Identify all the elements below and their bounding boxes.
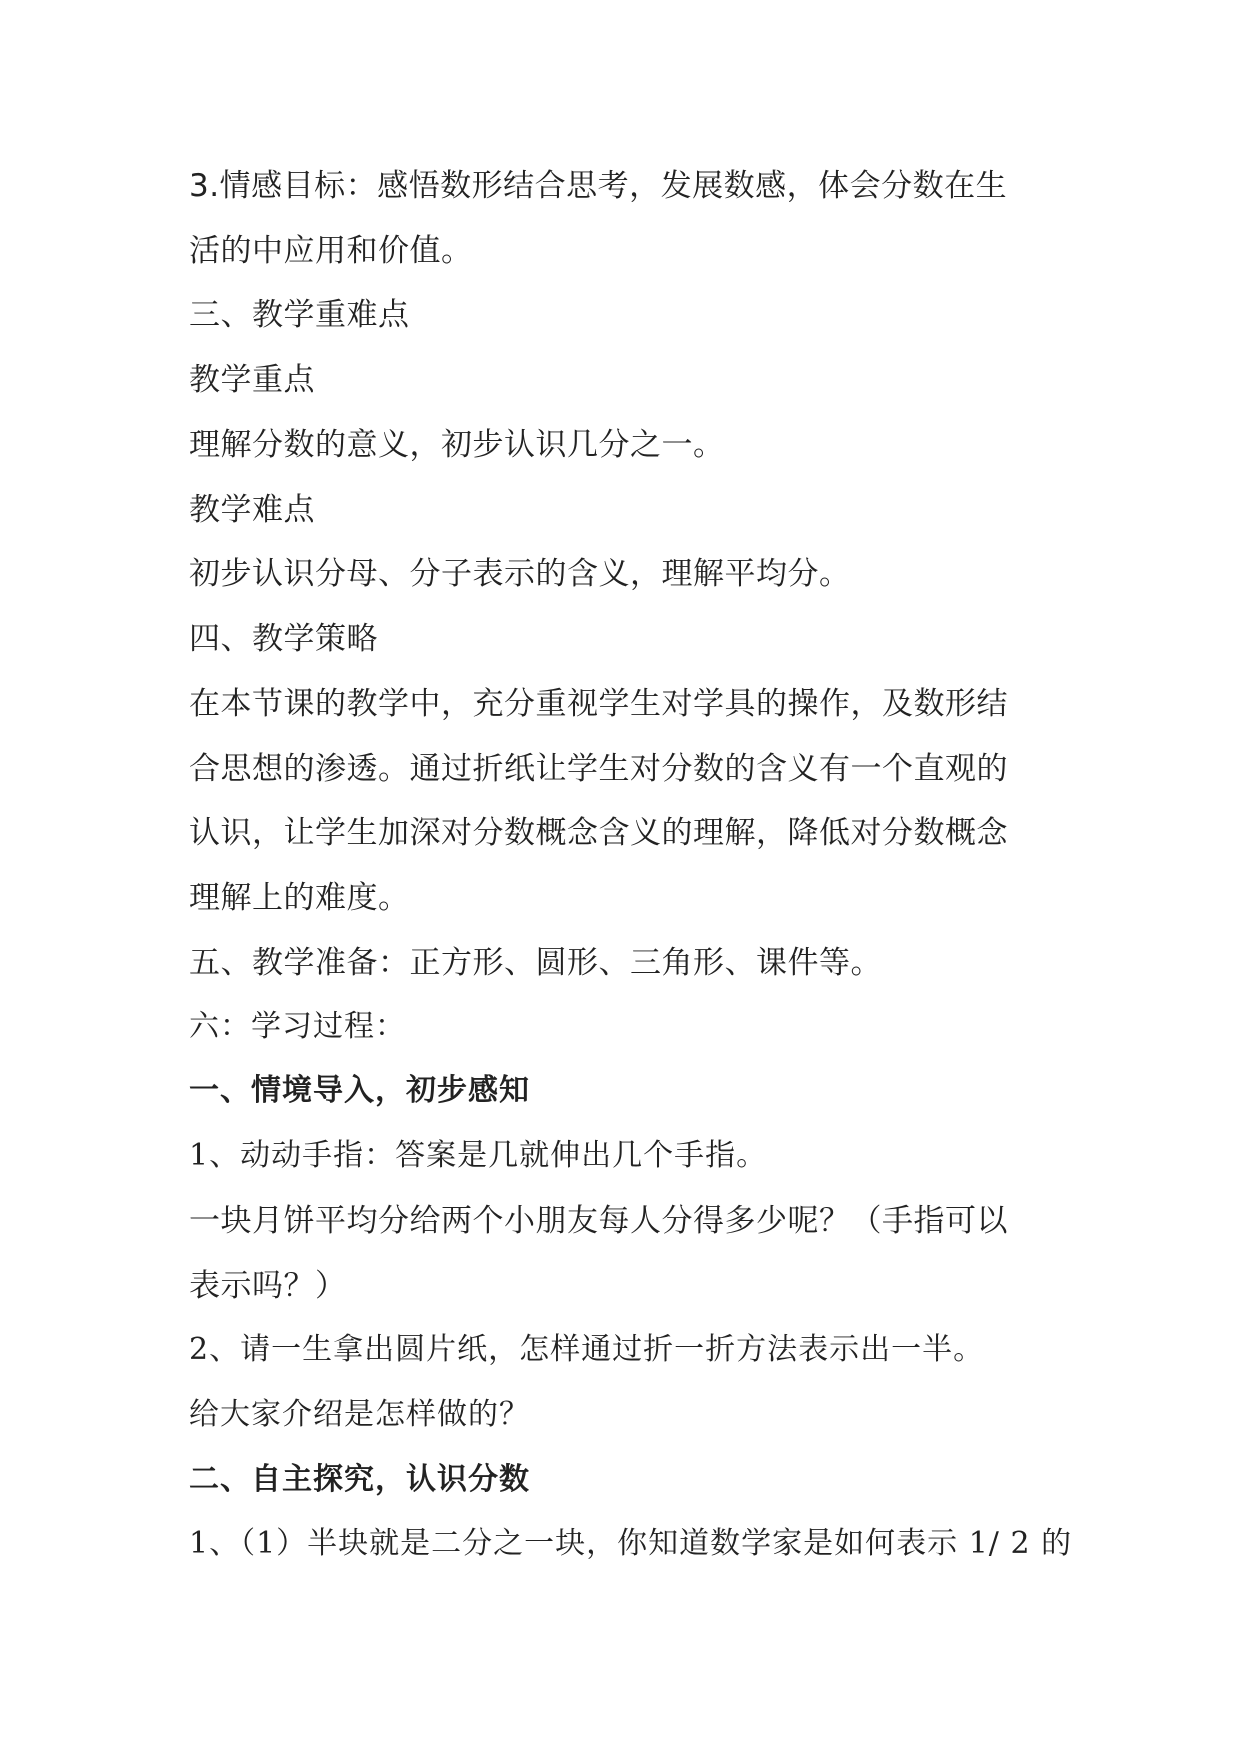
mooncake-question-line-1: 一块月饼平均分给两个小朋友每人分得多少呢？（手指可以 [189, 1203, 1008, 1239]
emotional-goal-line-2: 活的中应用和价值。 [189, 233, 473, 269]
section-heading-strategy: 四、教学策略 [189, 621, 378, 657]
emotional-goal-line-1: 3.情感目标：感悟数形结合思考，发展数感，体会分数在生 [189, 168, 1008, 204]
section-heading-preparation: 五、教学准备：正方形、圆形、三角形、课件等。 [189, 945, 882, 981]
step-2-text: 2、请一生拿出圆片纸，怎样通过折一折方法表示出一半。 [189, 1332, 985, 1367]
section-heading-key-points: 三、教学重难点 [189, 297, 410, 333]
mooncake-question-line-2: 表示吗？） [189, 1268, 347, 1304]
part-heading-introduction: 一、情境导入，初步感知 [189, 1073, 530, 1108]
step-1-text: 1、动动手指：答案是几就伸出几个手指。 [189, 1138, 768, 1173]
part-heading-exploration: 二、自主探究，认识分数 [189, 1462, 530, 1497]
section-heading-process: 六：学习过程： [189, 1009, 406, 1044]
key-point-text: 理解分数的意义，初步认识几分之一。 [189, 427, 725, 463]
explain-text: 给大家介绍是怎样做的？ [189, 1397, 530, 1432]
strategy-line-4: 理解上的难度。 [189, 880, 410, 916]
strategy-line-1: 在本节课的教学中，充分重视学生对学具的操作，及数形结 [189, 686, 1008, 722]
subheading-key-point: 教学重点 [189, 362, 315, 398]
difficult-point-text: 初步认识分母、分子表示的含义，理解平均分。 [189, 556, 851, 592]
strategy-line-3: 认识，让学生加深对分数概念含义的理解，降低对分数概念 [189, 815, 1008, 851]
exploration-step-1-text: 1、（1）半块就是二分之一块，你知道数学家是如何表示 1/ 2 的 [189, 1526, 1073, 1561]
subheading-difficult-point: 教学难点 [189, 492, 315, 528]
strategy-line-2: 合思想的渗透。通过折纸让学生对分数的含义有一个直观的 [189, 751, 1008, 787]
